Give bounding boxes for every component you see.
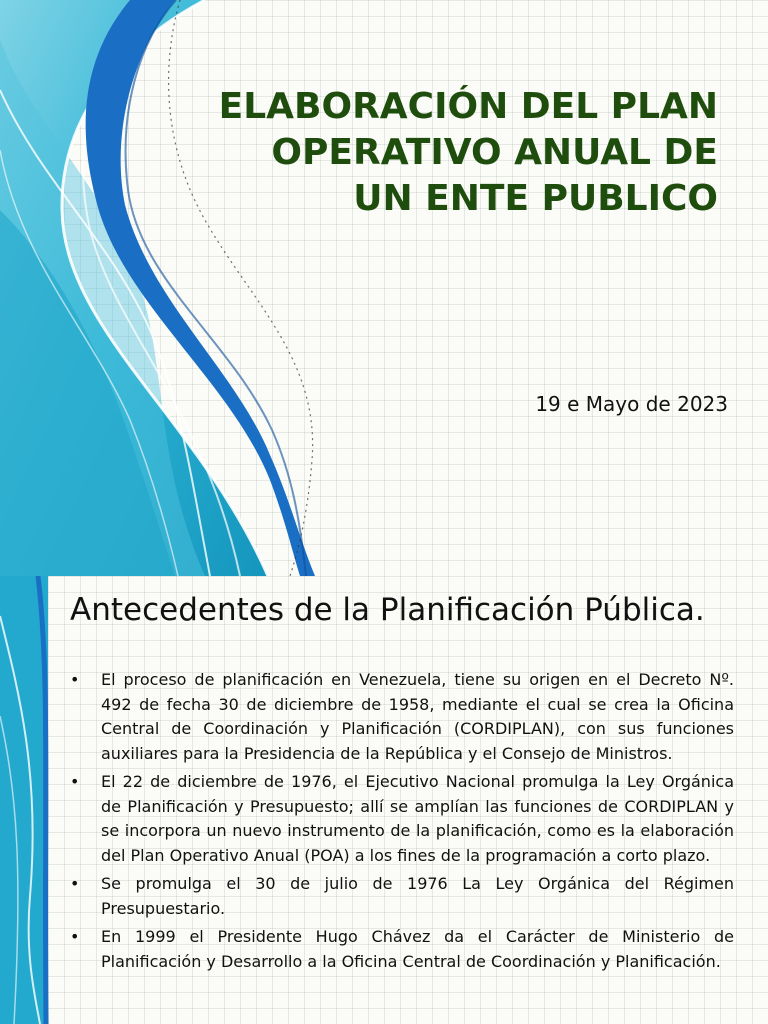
bullet-text: El proceso de planificación en Venezuela, tiene su origen en el Decreto Nº. 492 de fecha 30 de diciembre de 1958, mediante el cual se crea la Oficina Central de Coordinación y Planificación (CORDIPLAN), con sus funciones auxiliares para la Presidencia de la República y el Consejo de Ministros. [101,670,734,763]
title-line: OPERATIVO ANUAL DE [271,132,718,173]
title-line: ELABORACIÓN DEL PLAN [218,86,718,127]
bullet-item [70,925,734,974]
bullet-list [70,668,734,978]
bullet-item [70,668,734,766]
content-slide [0,576,768,1024]
bullet-icon: • [70,772,80,791]
bullet-icon: • [70,927,80,946]
presentation-date: 19 e Mayo de 2023 [535,392,728,416]
bullet-text: El 22 de diciembre de 1976, el Ejecutivo Nacional promulga la Ley Orgánica de Planificación y Presupuesto; allí se amplían las funciones de CORDIPLAN y se incorpora un nuevo instrumento de la planificación, como es la elaboración del Plan Operativo Anual (POA) a los fines de la programación a corto plazo. [101,772,734,865]
bullet-icon: • [70,874,80,893]
presentation-title [198,84,718,222]
title-line: UN ENTE PUBLICO [353,178,718,219]
bullet-text: Se promulga el 30 de julio de 1976 La Ley Orgánica del Régimen Presupuestario. [101,874,734,918]
wave-decoration-strip [0,576,60,1024]
slide-title: Antecedentes de la Planificación Pública. [70,592,705,628]
bullet-text: En 1999 el Presidente Hugo Chávez da el Carácter de Ministerio de Planificación y Desarrollo a la Oficina Central de Coordinación y Planificación. [101,927,734,971]
bullet-item [70,770,734,868]
bullet-icon: • [70,670,80,689]
bullet-item [70,872,734,921]
